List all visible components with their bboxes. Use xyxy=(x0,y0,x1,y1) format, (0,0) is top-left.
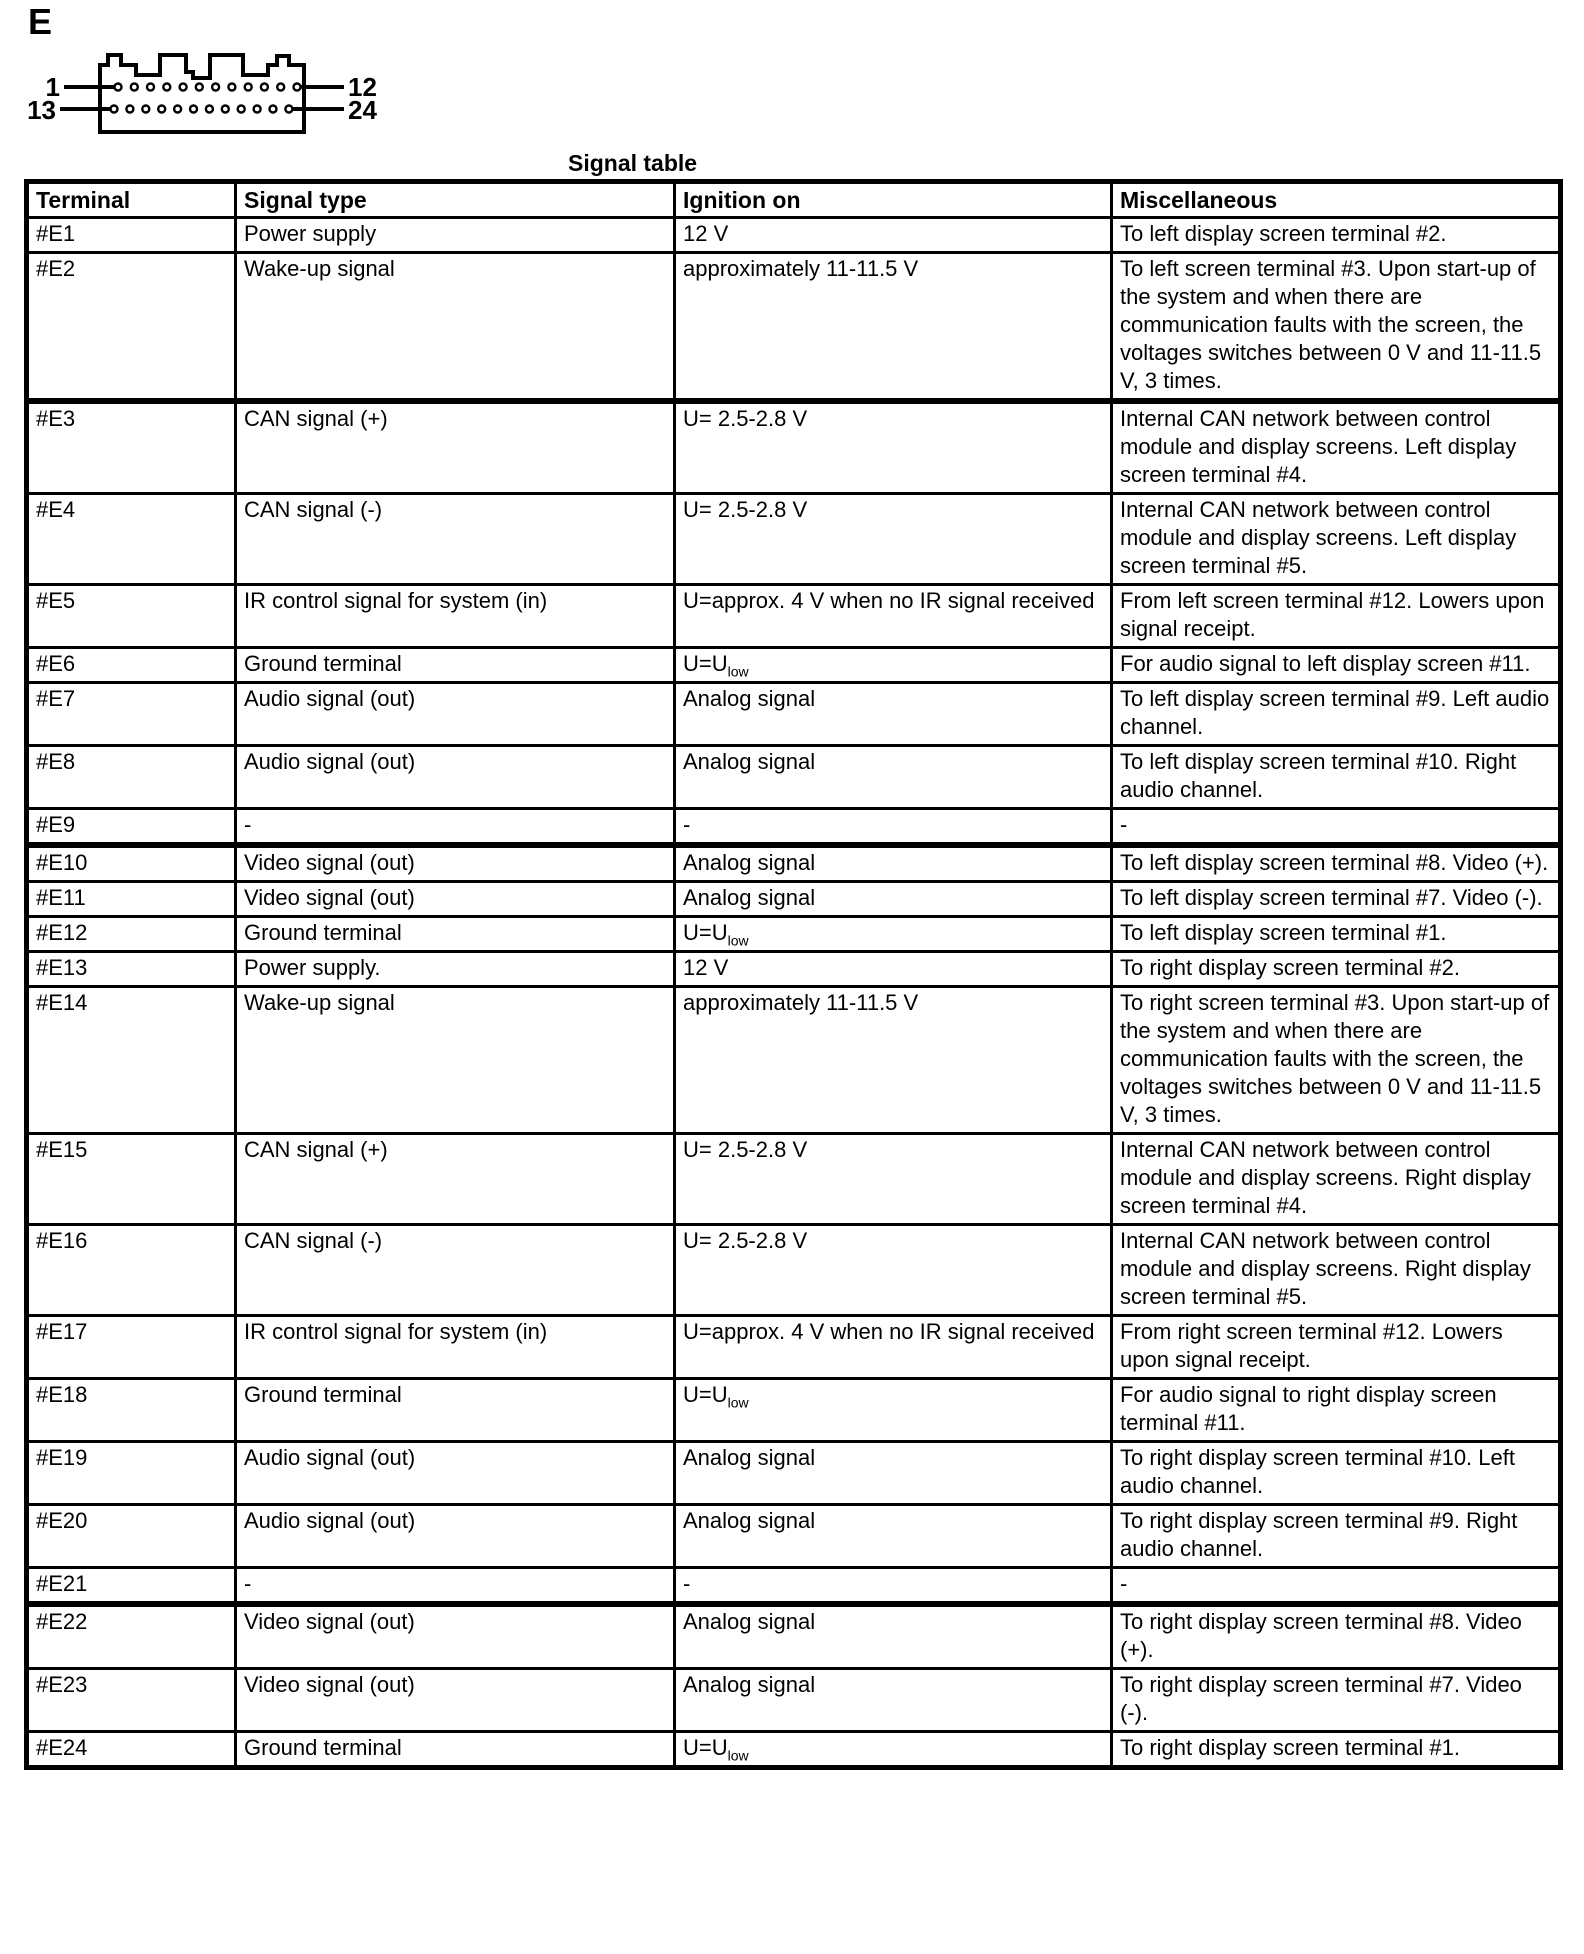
connector-body-outline xyxy=(100,55,304,132)
table-title: Signal table xyxy=(568,150,698,176)
table-row xyxy=(27,917,1561,952)
table-row xyxy=(27,952,1561,987)
cell-terminal: #E5 xyxy=(27,585,236,648)
cell-miscellaneous: From right screen terminal #12. Lowers upon signal receipt. xyxy=(1112,1316,1561,1379)
cell-miscellaneous: To right display screen terminal #7. Video (-). xyxy=(1112,1669,1561,1732)
table-row xyxy=(27,494,1561,585)
cell-terminal: #E18 xyxy=(27,1379,236,1442)
cell-ignition xyxy=(675,746,1112,809)
cell-miscellaneous: To left display screen terminal #8. Video (+). xyxy=(1112,845,1561,882)
cell-ignition xyxy=(675,987,1112,1134)
table-row xyxy=(27,882,1561,917)
cell-signal-type: Ground terminal xyxy=(236,917,675,952)
cell-ignition xyxy=(675,1732,1112,1768)
cell-miscellaneous: Internal CAN network between control module and display screens. Right display screen terminal #5. xyxy=(1112,1225,1561,1316)
ignition-subscript: low xyxy=(727,1394,749,1411)
cell-signal-type: Audio signal (out) xyxy=(236,683,675,746)
cell-ignition xyxy=(675,1379,1112,1442)
cell-signal-type: Ground terminal xyxy=(236,1732,675,1768)
table-row xyxy=(27,1669,1561,1732)
ignition-value: - xyxy=(683,812,691,837)
cell-miscellaneous: Internal CAN network between control module and display screens. Left display screen terminal #5. xyxy=(1112,494,1561,585)
table-row xyxy=(27,1505,1561,1568)
cell-terminal: #E23 xyxy=(27,1669,236,1732)
cell-signal-type: Audio signal (out) xyxy=(236,746,675,809)
cell-ignition xyxy=(675,809,1112,846)
ignition-value: Analog signal xyxy=(683,885,816,910)
cell-miscellaneous: To left screen terminal #3. Upon start-up of the system and when there are communication faults with the screen, the voltages switches between 0 V and 11-11.5 V, 3 times. xyxy=(1112,253,1561,402)
cell-terminal: #E8 xyxy=(27,746,236,809)
cell-ignition xyxy=(675,648,1112,683)
cell-ignition xyxy=(675,882,1112,917)
ignition-value: approximately 11-11.5 V xyxy=(683,256,919,281)
table-row xyxy=(27,253,1561,402)
cell-signal-type: Ground terminal xyxy=(236,648,675,683)
pin-label-12: 12 xyxy=(348,72,377,102)
ignition-value: U= 2.5-2.8 V xyxy=(683,1228,808,1253)
cell-miscellaneous: For audio signal to right display screen terminal #11. xyxy=(1112,1379,1561,1442)
cell-ignition xyxy=(675,218,1112,253)
cell-ignition xyxy=(675,494,1112,585)
cell-signal-type: IR control signal for system (in) xyxy=(236,1316,675,1379)
cell-miscellaneous: - xyxy=(1112,809,1561,846)
cell-ignition xyxy=(675,1316,1112,1379)
cell-ignition xyxy=(675,253,1112,402)
cell-terminal: #E13 xyxy=(27,952,236,987)
cell-terminal: #E1 xyxy=(27,218,236,253)
cell-signal-type: IR control signal for system (in) xyxy=(236,585,675,648)
cell-ignition xyxy=(675,1505,1112,1568)
col-header-signal-type: Signal type xyxy=(236,182,675,218)
col-header-ignition-on: Ignition on xyxy=(675,182,1112,218)
col-header-miscellaneous: Miscellaneous xyxy=(1112,182,1561,218)
cell-terminal: #E21 xyxy=(27,1568,236,1605)
table-row xyxy=(27,746,1561,809)
ignition-value: U=approx. 4 V when no IR signal received xyxy=(683,588,1095,613)
cell-signal-type: CAN signal (-) xyxy=(236,494,675,585)
cell-ignition xyxy=(675,585,1112,648)
ignition-value: U= 2.5-2.8 V xyxy=(683,497,808,522)
cell-ignition xyxy=(675,1225,1112,1316)
cell-ignition xyxy=(675,952,1112,987)
table-row xyxy=(27,1134,1561,1225)
ignition-value: U=U xyxy=(683,920,728,945)
cell-terminal: #E15 xyxy=(27,1134,236,1225)
cell-terminal: #E22 xyxy=(27,1604,236,1669)
cell-ignition xyxy=(675,683,1112,746)
cell-miscellaneous: To left display screen terminal #2. xyxy=(1112,218,1561,253)
ignition-value: 12 V xyxy=(683,955,729,980)
cell-ignition xyxy=(675,1568,1112,1605)
cell-miscellaneous: To right display screen terminal #8. Video (+). xyxy=(1112,1604,1561,1669)
cell-terminal: #E10 xyxy=(27,845,236,882)
cell-ignition xyxy=(675,401,1112,494)
cell-terminal: #E2 xyxy=(27,253,236,402)
ignition-value: Analog signal xyxy=(683,1609,816,1634)
ignition-value: Analog signal xyxy=(683,1508,816,1533)
cell-miscellaneous: To left display screen terminal #10. Right audio channel. xyxy=(1112,746,1561,809)
cell-terminal: #E20 xyxy=(27,1505,236,1568)
ignition-value: Analog signal xyxy=(683,686,816,711)
cell-ignition xyxy=(675,1442,1112,1505)
connector-pins xyxy=(111,84,301,113)
cell-terminal: #E11 xyxy=(27,882,236,917)
cell-signal-type: Wake-up signal xyxy=(236,987,675,1134)
cell-signal-type: - xyxy=(236,1568,675,1605)
cell-signal-type: Ground terminal xyxy=(236,1379,675,1442)
cell-terminal: #E17 xyxy=(27,1316,236,1379)
cell-miscellaneous: Internal CAN network between control module and display screens. Left display screen terminal #4. xyxy=(1112,401,1561,494)
cell-miscellaneous: - xyxy=(1112,1568,1561,1605)
cell-signal-type: Video signal (out) xyxy=(236,845,675,882)
cell-signal-type: CAN signal (+) xyxy=(236,1134,675,1225)
connector-area xyxy=(0,0,1584,150)
cell-terminal: #E24 xyxy=(27,1732,236,1768)
cell-terminal: #E16 xyxy=(27,1225,236,1316)
table-row xyxy=(27,987,1561,1134)
cell-signal-type: CAN signal (+) xyxy=(236,401,675,494)
cell-miscellaneous: Internal CAN network between control module and display screens. Right display screen terminal #4. xyxy=(1112,1134,1561,1225)
cell-terminal: #E3 xyxy=(27,401,236,494)
cell-miscellaneous: To left display screen terminal #1. xyxy=(1112,917,1561,952)
pin-label-24: 24 xyxy=(348,95,377,125)
ignition-value: Analog signal xyxy=(683,1445,816,1470)
cell-miscellaneous: To right screen terminal #3. Upon start-up of the system and when there are communication faults with the screen, the voltages switches between 0 V and 11-11.5 V, 3 times. xyxy=(1112,987,1561,1134)
table-row xyxy=(27,648,1561,683)
cell-miscellaneous: To right display screen terminal #1. xyxy=(1112,1732,1561,1768)
ignition-value: Analog signal xyxy=(683,1672,816,1697)
table-row xyxy=(27,1732,1561,1768)
cell-signal-type: Video signal (out) xyxy=(236,1604,675,1669)
cell-signal-type: Audio signal (out) xyxy=(236,1442,675,1505)
cell-miscellaneous: To right display screen terminal #10. Left audio channel. xyxy=(1112,1442,1561,1505)
ignition-value: 12 V xyxy=(683,221,729,246)
cell-terminal: #E4 xyxy=(27,494,236,585)
cell-ignition xyxy=(675,1134,1112,1225)
cell-signal-type: - xyxy=(236,809,675,846)
cell-ignition xyxy=(675,1669,1112,1732)
table-row xyxy=(27,683,1561,746)
cell-miscellaneous: To right display screen terminal #9. Right audio channel. xyxy=(1112,1505,1561,1568)
ignition-value: U=U xyxy=(683,1382,728,1407)
ignition-subscript: low xyxy=(727,1747,749,1764)
cell-terminal: #E9 xyxy=(27,809,236,846)
cell-terminal: #E6 xyxy=(27,648,236,683)
cell-miscellaneous: To left display screen terminal #9. Left audio channel. xyxy=(1112,683,1561,746)
ignition-value: U=U xyxy=(683,1735,728,1760)
table-row xyxy=(27,1225,1561,1316)
cell-miscellaneous: For audio signal to left display screen #11. xyxy=(1112,648,1561,683)
ignition-value: - xyxy=(683,1571,691,1596)
pin-label-13: 13 xyxy=(27,95,56,125)
ignition-value: Analog signal xyxy=(683,749,816,774)
table-row xyxy=(27,809,1561,846)
cell-miscellaneous: To left display screen terminal #7. Video (-). xyxy=(1112,882,1561,917)
ignition-value: U= 2.5-2.8 V xyxy=(683,406,808,431)
cell-terminal: #E12 xyxy=(27,917,236,952)
cell-signal-type: Audio signal (out) xyxy=(236,1505,675,1568)
connector-label: E xyxy=(28,1,53,42)
cell-signal-type: CAN signal (-) xyxy=(236,1225,675,1316)
table-row xyxy=(27,845,1561,882)
cell-terminal: #E14 xyxy=(27,987,236,1134)
connector-diagram-icon xyxy=(20,42,440,154)
table-row xyxy=(27,1316,1561,1379)
cell-terminal: #E7 xyxy=(27,683,236,746)
cell-miscellaneous: From left screen terminal #12. Lowers upon signal receipt. xyxy=(1112,585,1561,648)
ignition-subscript: low xyxy=(727,663,749,680)
ignition-value: approximately 11-11.5 V xyxy=(683,990,919,1015)
ignition-value: U=U xyxy=(683,651,728,676)
table-row xyxy=(27,1568,1561,1605)
cell-ignition xyxy=(675,1604,1112,1669)
signal-table xyxy=(24,179,1563,1770)
table-row xyxy=(27,585,1561,648)
cell-signal-type: Power supply xyxy=(236,218,675,253)
ignition-subscript: low xyxy=(727,932,749,949)
signal-table-body xyxy=(27,218,1561,1768)
header-row xyxy=(27,182,1561,218)
cell-ignition xyxy=(675,845,1112,882)
cell-terminal: #E19 xyxy=(27,1442,236,1505)
cell-signal-type: Power supply. xyxy=(236,952,675,987)
cell-miscellaneous: To right display screen terminal #2. xyxy=(1112,952,1561,987)
col-header-terminal: Terminal xyxy=(27,182,236,218)
table-row xyxy=(27,218,1561,253)
ignition-value: U= 2.5-2.8 V xyxy=(683,1137,808,1162)
table-row xyxy=(27,1379,1561,1442)
cell-ignition xyxy=(675,917,1112,952)
table-row xyxy=(27,401,1561,494)
cell-signal-type: Video signal (out) xyxy=(236,882,675,917)
cell-signal-type: Wake-up signal xyxy=(236,253,675,402)
pin-label-1: 1 xyxy=(45,72,60,102)
ignition-value: U=approx. 4 V when no IR signal received xyxy=(683,1319,1095,1344)
table-row xyxy=(27,1442,1561,1505)
table-row xyxy=(27,1604,1561,1669)
cell-signal-type: Video signal (out) xyxy=(236,1669,675,1732)
ignition-value: Analog signal xyxy=(683,850,816,875)
